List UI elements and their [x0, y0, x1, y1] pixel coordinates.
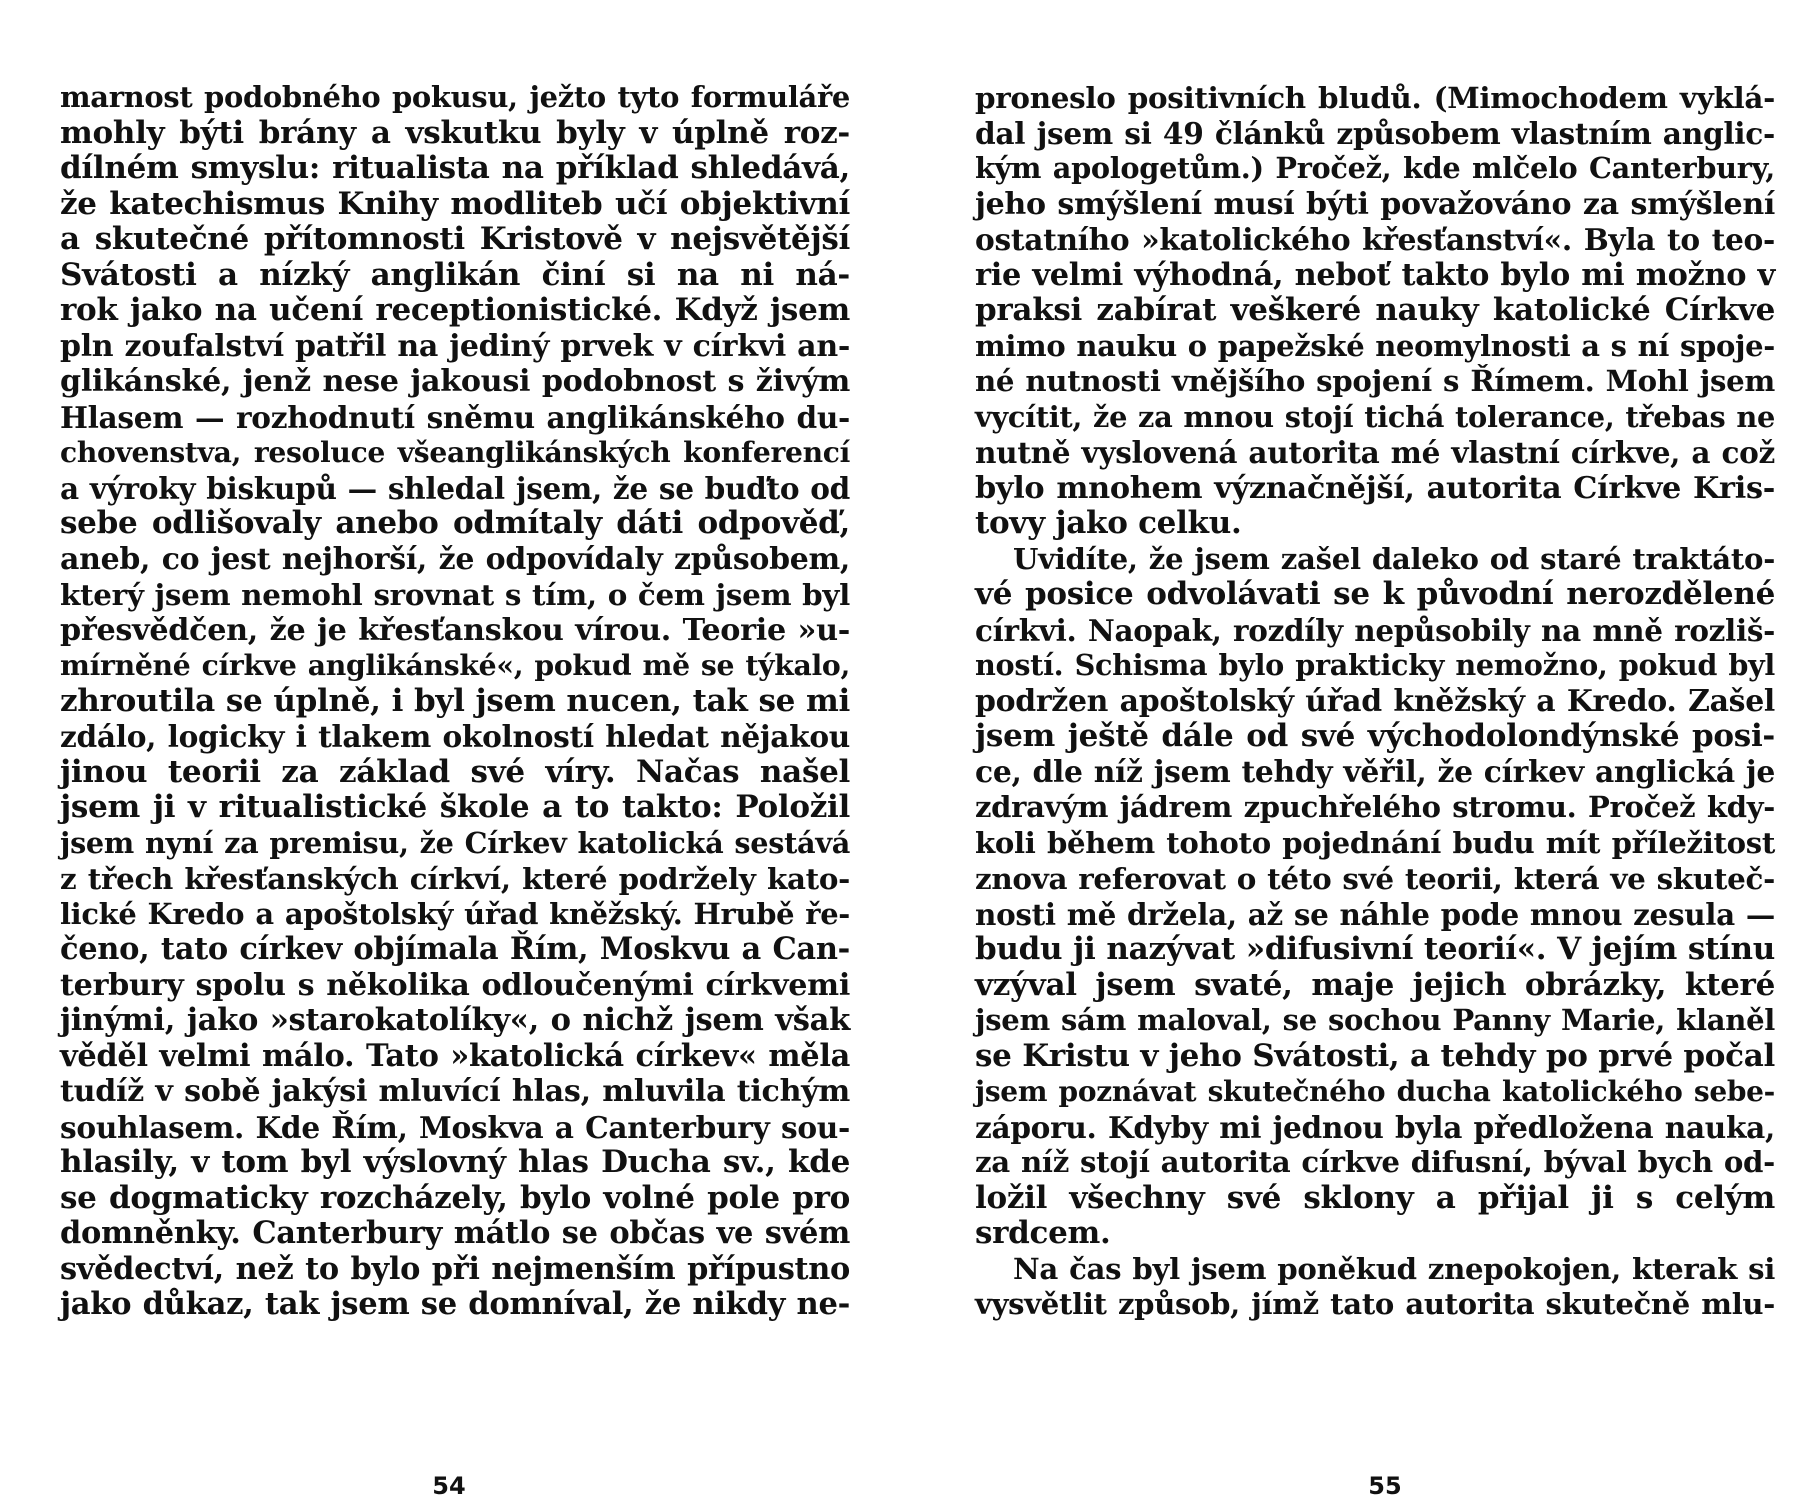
text-line: pln zoufalství patřil na jediný prvek v církvi an-	[60, 328, 850, 364]
right-page-text	[975, 80, 1775, 1323]
text-line: proneslo positivních bludů. (Mimochodem vyklá-	[975, 80, 1775, 115]
text-line: vycítit, že za mnou stojí tichá tolerance, třebas ne	[975, 399, 1775, 434]
text-line: souhlasem. Kde Řím, Moskva a Canterbury sou-	[60, 1109, 850, 1145]
text-line: zdálo, logicky i tlakem okolností hledat nějakou	[60, 719, 850, 754]
text-line: znova referovat o této své teorii, která ve skuteč-	[975, 861, 1775, 896]
text-line: vé posice odvolávati se k původní nerozdělené	[975, 576, 1775, 612]
text-line: rie velmi výhodná, neboť takto bylo mi možno v	[975, 256, 1775, 293]
text-line: zhroutila se úplně, i byl jsem nucen, tak se mi	[60, 682, 850, 719]
text-line: jsem sám maloval, se sochou Panny Marie, klaněl	[975, 1003, 1775, 1037]
text-line: praksi zabírat veškeré nauky katolické Církve	[975, 292, 1775, 328]
text-line: nosti mě držela, až se náhle pode mnou zesula —	[975, 896, 1775, 932]
text-line: z třech křesťanských církví, které podržely kato-	[60, 861, 850, 896]
text-line: tovy jako celku.	[975, 505, 1242, 541]
text-line: který jsem nemohl srovnat s tím, o čem jsem byl	[60, 577, 850, 612]
text-line: lické Kredo a apoštolský úřad kněžský. Hrubě ře-	[60, 896, 850, 931]
text-line: koli během tohoto pojednání budu mít příležitost	[975, 825, 1775, 860]
text-line: hlasily, v tom byl výslovný hlas Ducha sv., kde	[60, 1144, 850, 1180]
text-line: ce, dle níž jsem tehdy věřil, že církev anglická je	[975, 754, 1775, 790]
text-line: mohly býti brány a vskutku byly v úplně roz-	[60, 114, 850, 151]
text-line: tudíž v sobě jakýsi mluvící hlas, mluvila tichým	[60, 1074, 850, 1109]
text-line: jsem poznávat skutečného ducha katolického sebe-	[975, 1075, 1775, 1108]
text-line: a skutečné přítomnosti Kristově v nejsvětější	[60, 221, 850, 257]
text-line: dílném smyslu: ritualista na příklad shledává,	[60, 150, 850, 186]
text-line: čeno, tato církev objímala Řím, Moskvu a Can-	[60, 931, 850, 967]
text-line: se dogmaticky rozcházely, bylo volné pole pro	[60, 1179, 850, 1216]
text-line: glikánské, jenž nese jakousi podobnost s živým	[60, 364, 850, 399]
text-line: věděl velmi málo. Tato »katolická církev« měla	[60, 1037, 850, 1074]
text-line: Uvidíte, že jsem zašel daleko od staré traktáto-	[1013, 541, 1775, 576]
text-line: jsem ještě dále od své východolondýnské posi-	[975, 718, 1775, 754]
text-line: ložil všechny své sklony a přijal ji s celým	[975, 1179, 1775, 1216]
text-line: že katechismus Knihy modliteb učí objektivní	[60, 185, 850, 222]
left-page-text	[60, 80, 850, 1323]
right-page: proneslo positivních bludů. (Mimochodem vyklá- dal jsem si 49 článků způsobem vlastním anglic- kým apologetům.) Pročež, kde mlčelo Canterbury, jeho smýšlení musí býti považováno za smýšlení ostatního »katolického křesťanství«. Byla to teo- rie velmi výhodná, neboť takto bylo mi možno v praksi zabírat veškeré nauky katolické Církve mimo nauku o papežské neomylnosti a s ní spoje- né nutnosti vnějšího spojení s Římem. Mohl jsem vycítit, že za mnou stojí tichá tolerance, třebas ne nutně vyslovená autorita mé vlastní církve, a což bylo mnohem význačnější, autorita Církve Kris- tovy jako celku. Uvidíte, že jsem zašel daleko od staré traktáto- vé posice odvolávati se k původní nerozdělené církvi. Naopak, rozdíly nepůsobily na mně rozliš- ností. Schisma bylo prakticky nemožno, pokud byl podržen apoštolský úřad kněžský a Kredo. Zašel jsem ještě dále od své východolondýnské posi- ce, dle níž jsem tehdy věřil, že církev anglická je zdravým jádrem zpuchřelého stromu. Pročež kdy- koli během tohoto pojednání budu mít příležitost znova referovat o této své teorii, která ve skuteč- nosti mě držela, až se náhle pode mnou zesula — budu ji nazývat »difusivní teorií«. V jejím stínu vzýval jsem svaté, maje jejich obrázky, které jsem sám maloval, se sochou Panny Marie, klaněl se Kristu v jeho Svátosti, a tehdy po prvé počal jsem poznávat skutečného ducha katolického sebe- záporu. Kdyby mi jednou byla předložena nauka, za níž stojí autorita církve difusní, býval bych od- ložil všechny své sklony a přijal ji s celým srdcem. Na čas byl jsem poněkud znepokojen, kterak si vysvětlit způsob, jímž tato autorita skutečně mlu- 55	[975, 80, 1775, 1500]
text-line: ostatního »katolického křesťanství«. Byla to teo-	[975, 222, 1775, 257]
text-line: jeho smýšlení musí býti považováno za smýšlení	[975, 186, 1775, 222]
text-line: a výroky biskupů — shledal jsem, že se buďto od	[60, 470, 850, 506]
text-line: jinou teorii za základ své víry. Načas našel	[60, 753, 850, 790]
text-line: nutně vyslovená autorita mé vlastní církve, a což	[975, 435, 1775, 470]
text-line: domněnky. Canterbury mátlo se občas ve svém	[60, 1215, 850, 1251]
text-line: terbury spolu s několika odloučenými církvemi	[60, 967, 850, 1003]
text-line: marnost podobného pokusu, ježto tyto formuláře	[60, 80, 850, 114]
text-line: Na čas byl jsem poněkud znepokojen, kterak si	[1013, 1251, 1775, 1286]
text-line: církvi. Naopak, rozdíly nepůsobily na mně rozliš-	[975, 612, 1775, 648]
text-line: svědectví, než to bylo při nejmenším přípustno	[60, 1250, 850, 1287]
text-line: zdravým jádrem zpuchřelého stromu. Pročež kdy-	[975, 790, 1775, 824]
text-line: aneb, co jest nejhorší, že odpovídaly způsobem,	[60, 541, 850, 577]
text-line: ností. Schisma bylo prakticky nemožno, pokud byl	[975, 648, 1775, 682]
text-line: chovenstva, resoluce všeanglikánských konferencí	[60, 436, 850, 469]
text-line: bylo mnohem význačnější, autorita Církve Kris-	[975, 470, 1775, 506]
text-line: sebe odlišovaly anebo odmítaly dáti odpověď,	[60, 505, 850, 541]
text-line: budu ji nazývat »difusivní teorií«. V jejím stínu	[975, 931, 1775, 967]
text-line: se Kristu v jeho Svátosti, a tehdy po prvé počal	[975, 1037, 1775, 1074]
text-line: né nutnosti vnějšího spojení s Římem. Mohl jsem	[975, 364, 1775, 398]
text-line: kým apologetům.) Pročež, kde mlčelo Canterbury,	[975, 151, 1775, 185]
text-line: jsem nyní za premisu, že Církev katolická sestává	[60, 825, 850, 860]
text-line: přesvědčen, že je křesťanskou vírou. Teorie »u-	[60, 612, 850, 648]
text-line: jinými, jako »starokatolíky«, o nichž jsem však	[60, 1002, 850, 1038]
text-line: Hlasem — rozhodnutí sněmu anglikánského du-	[60, 399, 850, 435]
text-line: jako důkaz, tak jsem se domníval, že nikdy ne-	[60, 1286, 850, 1322]
text-line: dal jsem si 49 článků způsobem vlastním anglic-	[975, 115, 1775, 151]
text-line: za níž stojí autorita církve difusní, býval bych od-	[975, 1145, 1775, 1179]
text-line: mírněné církve anglikánské«, pokud mě se týkalo,	[60, 648, 850, 682]
text-line: Svátosti a nízký anglikán činí si na ni ná-	[60, 256, 850, 293]
text-line: podržen apoštolský úřad kněžský a Kredo. Zašel	[975, 683, 1775, 719]
text-line: mimo nauku o papežské neomylnosti a s ní spoje-	[975, 328, 1775, 363]
text-line: vzýval jsem svaté, maje jejich obrázky, které	[975, 966, 1775, 1003]
text-line: záporu. Kdyby mi jednou byla předložena nauka,	[975, 1109, 1775, 1145]
text-line: rok jako na učení receptionistické. Když jsem	[60, 292, 850, 328]
text-line: jsem ji v ritualistické škole a to takto: Položil	[60, 789, 850, 825]
text-line: srdcem.	[975, 1215, 1111, 1251]
text-line: vysvětlit způsob, jímž tato autorita skutečně mlu-	[975, 1287, 1775, 1321]
left-page: marnost podobného pokusu, ježto tyto formuláře mohly býti brány a vskutku byly v úplně roz- dílném smyslu: ritualista na příklad shledává, že katechismus Knihy modliteb učí objektivní a skutečné přítomnosti Kristově v nejsvětější Svátosti a nízký anglikán činí si na ni ná- rok jako na učení receptionistické. Když jsem pln zoufalství patřil na jediný prvek v církvi an- glikánské, jenž nese jakousi podobnost s živým Hlasem — rozhodnutí sněmu anglikánského du- chovenstva, resoluce všeanglikánských konferencí a výroky biskupů — shledal jsem, že se buďto od sebe odlišovaly anebo odmítaly dáti odpověď, aneb, co jest nejhorší, že odpovídaly způsobem, který jsem nemohl srovnat s tím, o čem jsem byl přesvědčen, že je křesťanskou vírou. Teorie »u- mírněné církve anglikánské«, pokud mě se týkalo, zhroutila se úplně, i byl jsem nucen, tak se mi zdálo, logicky i tlakem okolností hledat nějakou jinou teorii za základ své víry. Načas našel jsem ji v ritualistické škole a to takto: Položil jsem nyní za premisu, že Církev katolická sestává z třech křesťanských církví, které podržely kato- lické Kredo a apoštolský úřad kněžský. Hrubě ře- čeno, tato církev objímala Řím, Moskvu a Can- terbury spolu s několika odloučenými církvemi jinými, jako »starokatolíky«, o nichž jsem však věděl velmi málo. Tato »katolická církev« měla tudíž v sobě jakýsi mluvící hlas, mluvila tichým souhlasem. Kde Řím, Moskva a Canterbury sou- hlasily, v tom byl výslovný hlas Ducha sv., kde se dogmaticky rozcházely, bylo volné pole pro domněnky. Canterbury mátlo se občas ve svém svědectví, než to bylo při nejmenším přípustno jako důkaz, tak jsem se domníval, že nikdy ne- 54	[60, 80, 850, 1500]
